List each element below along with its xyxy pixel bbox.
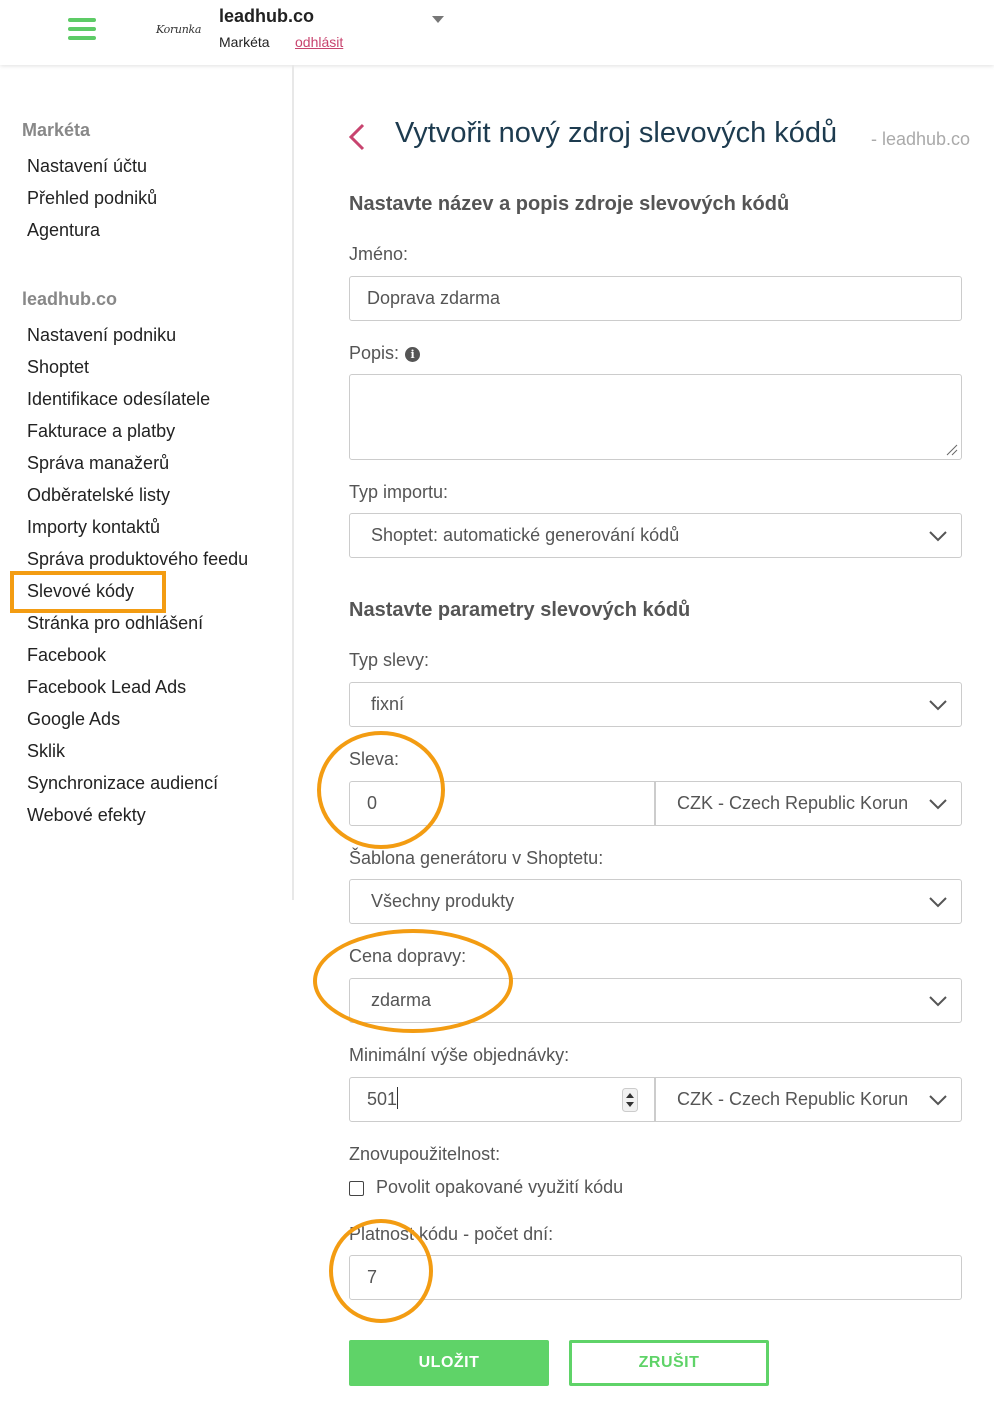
sidebar-item-company-settings[interactable]: Nastavení podniku xyxy=(27,325,177,345)
sidebar-item-facebook[interactable]: Facebook xyxy=(27,645,107,665)
back-arrow-icon[interactable] xyxy=(346,122,368,152)
name-value: Doprava zdarma xyxy=(367,288,501,308)
page-subtitle: - leadhub.co xyxy=(871,129,971,149)
company-logo: Korunka xyxy=(156,23,202,36)
chevron-down-icon xyxy=(929,1094,947,1106)
min-order-input[interactable] xyxy=(349,1077,655,1122)
description-label-text: Popis: xyxy=(349,343,400,363)
sidebar-item-web-effects[interactable]: Webové efekty xyxy=(27,805,146,825)
import-type-label: Typ importu: xyxy=(349,482,449,502)
sidebar-item-shoptet[interactable]: Shoptet xyxy=(27,357,90,377)
info-icon[interactable]: i xyxy=(405,347,420,362)
menu-icon[interactable] xyxy=(68,18,96,40)
sidebar-item-sender-identification[interactable]: Identifikace odesílatele xyxy=(27,389,211,409)
section-title-parameters: Nastavte parametry slevových kódů xyxy=(349,599,691,621)
sidebar-item-subscriber-lists[interactable]: Odběratelské listy xyxy=(27,485,171,505)
discount-type-select[interactable] xyxy=(349,682,962,727)
sidebar-item-billing[interactable]: Fakturace a platby xyxy=(27,421,176,441)
resize-grip-icon[interactable] xyxy=(944,442,958,456)
discount-label: Sleva: xyxy=(349,749,400,769)
description-label xyxy=(349,343,420,364)
reuse-label: Znovupoužitelnost: xyxy=(349,1144,501,1164)
sidebar-item-sklik[interactable]: Sklik xyxy=(27,741,66,761)
user-name: Markéta xyxy=(219,34,270,50)
discount-currency-select[interactable] xyxy=(655,781,962,826)
name-label: Jméno: xyxy=(349,244,409,264)
discount-type-value: fixní xyxy=(371,694,405,714)
sidebar-item-unsubscribe-page[interactable]: Stránka pro odhlášení xyxy=(27,613,204,633)
chevron-down-icon xyxy=(929,530,947,542)
discount-currency-value: CZK - Czech Republic Korun xyxy=(677,793,909,813)
sidebar-item-discount-codes[interactable]: Slevové kódy xyxy=(27,581,135,601)
top-bar xyxy=(0,0,994,65)
min-order-value: 501 xyxy=(367,1089,398,1109)
sidebar-item-companies-overview[interactable]: Přehled podniků xyxy=(27,188,158,208)
min-order-currency-value: CZK - Czech Republic Korun xyxy=(677,1089,909,1109)
sidebar-item-product-feed[interactable]: Správa produktového feedu xyxy=(27,549,249,569)
import-type-select[interactable] xyxy=(349,513,962,558)
validity-value: 7 xyxy=(367,1267,378,1287)
chevron-down-icon xyxy=(929,798,947,810)
text-cursor xyxy=(397,1087,398,1109)
description-textarea[interactable] xyxy=(349,374,962,460)
cancel-button[interactable]: ZRUŠIT xyxy=(569,1340,769,1386)
section-title-name: Nastavte název a popis zdroje slevových kódů xyxy=(349,193,790,215)
number-stepper-icon[interactable] xyxy=(622,1088,638,1112)
account-dropdown-caret-icon[interactable] xyxy=(432,16,444,23)
sidebar-item-account-settings[interactable]: Nastavení účtu xyxy=(27,156,148,176)
shipping-select[interactable] xyxy=(349,978,962,1023)
import-type-value: Shoptet: automatické generování kódů xyxy=(371,525,680,545)
sidebar-item-contact-imports[interactable]: Importy kontaktů xyxy=(27,517,161,537)
sidebar-item-audience-sync[interactable]: Synchronizace audiencí xyxy=(27,773,219,793)
name-input[interactable] xyxy=(349,276,962,321)
logout-link[interactable]: odhlásit xyxy=(295,34,344,50)
sidebar-item-agency[interactable]: Agentura xyxy=(27,220,101,240)
page-title: Vytvořit nový zdroj slevových kódů xyxy=(395,117,838,149)
min-order-currency-select[interactable] xyxy=(655,1077,962,1122)
sidebar-user-section-title: Markéta xyxy=(22,120,91,140)
shipping-label: Cena dopravy: xyxy=(349,946,467,966)
chevron-down-icon xyxy=(929,896,947,908)
reuse-checkbox-label[interactable]: Povolit opakované využití kódu xyxy=(376,1177,624,1197)
validity-input[interactable] xyxy=(349,1255,962,1300)
sidebar-item-facebook-lead-ads[interactable]: Facebook Lead Ads xyxy=(27,677,187,697)
chevron-down-icon xyxy=(929,995,947,1007)
active-item-highlight xyxy=(10,571,166,613)
save-button[interactable]: ULOŽIT xyxy=(349,1340,549,1386)
discount-type-label: Typ slevy: xyxy=(349,650,430,670)
discount-input[interactable] xyxy=(349,781,655,826)
reuse-checkbox[interactable] xyxy=(349,1181,364,1196)
template-value: Všechny produkty xyxy=(371,891,515,911)
sidebar-company-section-title: leadhub.co xyxy=(22,289,118,309)
min-order-label: Minimální výše objednávky: xyxy=(349,1045,570,1065)
sidebar xyxy=(0,65,294,900)
chevron-down-icon xyxy=(929,699,947,711)
template-select[interactable] xyxy=(349,879,962,924)
account-name: leadhub.co xyxy=(219,6,315,26)
validity-label: Platnost kódu - počet dní: xyxy=(349,1224,554,1244)
discount-value: 0 xyxy=(367,793,378,813)
template-label: Šablona generátoru v Shoptetu: xyxy=(349,848,604,868)
shipping-value: zdarma xyxy=(371,990,432,1010)
sidebar-item-google-ads[interactable]: Google Ads xyxy=(27,709,121,729)
sidebar-item-managers[interactable]: Správa manažerů xyxy=(27,453,170,473)
